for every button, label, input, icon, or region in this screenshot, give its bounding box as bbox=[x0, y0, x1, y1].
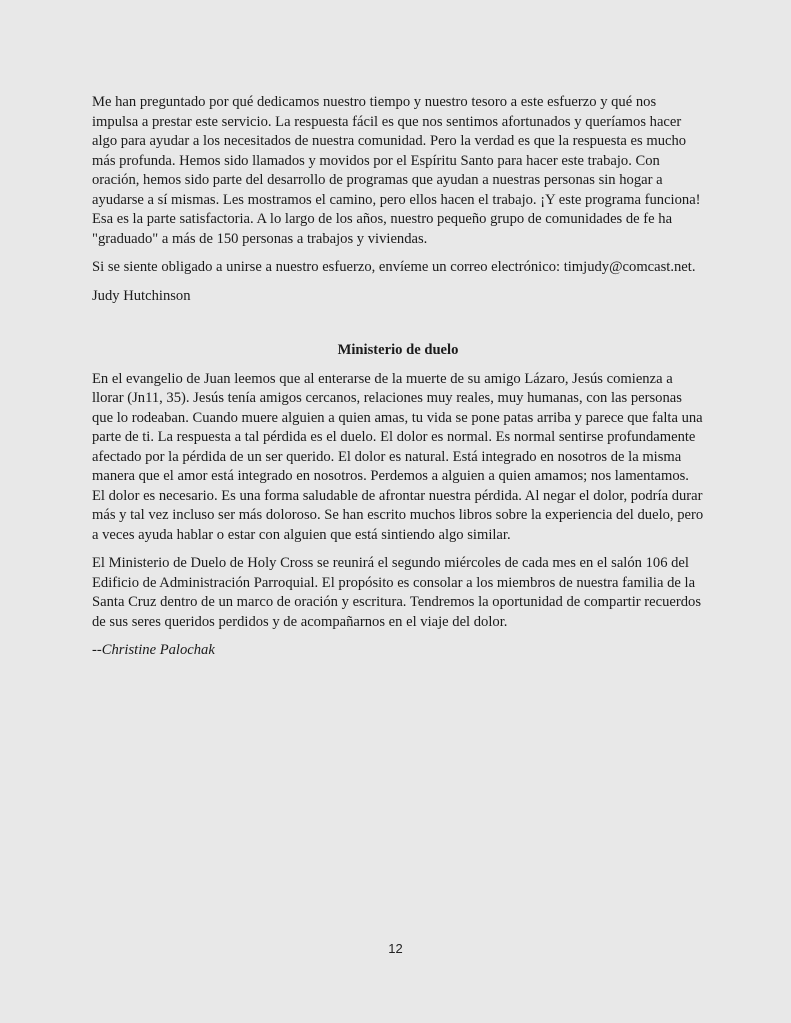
section2-signature: --Christine Palochak bbox=[92, 642, 215, 658]
section1-paragraph2: Si se siente obligado a unirse a nuestro esfuerzo, envíeme un correo electrónico: timjudy@comcast.net. bbox=[92, 259, 696, 275]
page-content bbox=[92, 93, 704, 670]
section2-paragraph2: El Ministerio de Duelo de Holy Cross se reunirá el segundo miércoles de cada mes en el salón 106 del Edificio de Administración Parroquial. El propósito es consolar a los miembros de nuestra familia de la Santa Cruz dentro de un marco de oración y escritura. Tendremos la oportunidad de compartir recuerdos de sus seres queridos perdidos y de acompañarnos en el viaje del dolor. bbox=[92, 555, 701, 630]
page-number: 12 bbox=[388, 941, 403, 956]
section2-heading: Ministerio de duelo bbox=[337, 342, 459, 358]
section-spacer bbox=[92, 315, 704, 341]
section1-signature: Judy Hutchinson bbox=[92, 287, 191, 304]
section2-paragraph1: En el evangelio de Juan leemos que al enterarse de la muerte de su amigo Lázaro, Jesús comienza a llorar (Jn11, 35). Jesús tenía amigos cercanos, relaciones muy reales, muy humanas, con las personas que lo rodeaban. Cuando muere alguien a quien amas, tu vida se pone patas arriba y parece que falta una parte de ti. La respuesta a tal pérdida es el duelo. El dolor es normal. Es normal sentirse profundamente afectado por la pérdida de un ser querido. El dolor es natural. Está integrado en nosotros de la misma manera que el amor está integrado en nosotros. Perdemos a alguien a quien amamos; nos lamentamos. El dolor es necesario. Es una forma saludable de afrontar nuestra pérdida. Al negar el dolor, podría durar más y tal vez incluso ser más doloroso. Se han escrito muchos libros sobre la experiencia del duelo, pero a veces ayuda hablar o estar con alguien que está sintiendo algo similar. bbox=[92, 370, 704, 543]
section1-paragraph1: Me han preguntado por qué dedicamos nuestro tiempo y nuestro tesoro a este esfuerzo y qué nos impulsa a prestar este servicio. La respuesta fácil es que nos sentimos afortunados y queríamos hacer algo para ayudar a los necesitados de nuestra comunidad. Pero la verdad es que la respuesta es mucho más profunda. Hemos sido llamados y movidos por el Espíritu Santo para hacer este trabajo. Con oración, hemos sido parte del desarrollo de programas que ayudan a nuestras personas sin hogar a ayudarse a sí mismas. Les mostramos el camino, pero ellos hacen el trabajo. ¡Y este programa funciona! Esa es la parte satisfactoria. A lo largo de los años, nuestro pequeño grupo de comunidades de fe ha "graduado" a más de 150 personas a trabajos y viviendas. bbox=[92, 94, 701, 247]
